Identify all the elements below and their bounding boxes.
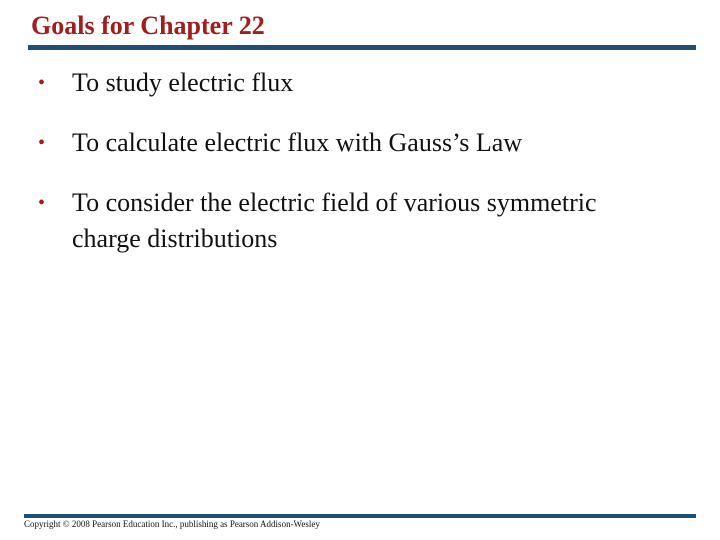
- bullet-icon: •: [38, 192, 46, 214]
- bullet-text: To calculate electric flux with Gauss’s Law: [72, 128, 523, 157]
- bullet-icon: •: [38, 132, 46, 154]
- bullet-text: To consider the electric field of various symmetric charge distributions: [72, 188, 597, 253]
- bullet-item: [38, 125, 658, 161]
- bullet-item: [38, 65, 658, 101]
- slide-title: Goals for Chapter 22: [31, 11, 265, 40]
- bullet-icon: •: [38, 72, 46, 94]
- copyright-footer: Copyright © 2008 Pearson Education Inc., publishing as Pearson Addison-Wesley: [24, 519, 320, 529]
- bullet-text: To study electric flux: [72, 68, 294, 97]
- bullet-list: [38, 65, 658, 281]
- bullet-item: [38, 185, 658, 257]
- footer-divider: [24, 514, 696, 518]
- title-divider: [28, 45, 696, 50]
